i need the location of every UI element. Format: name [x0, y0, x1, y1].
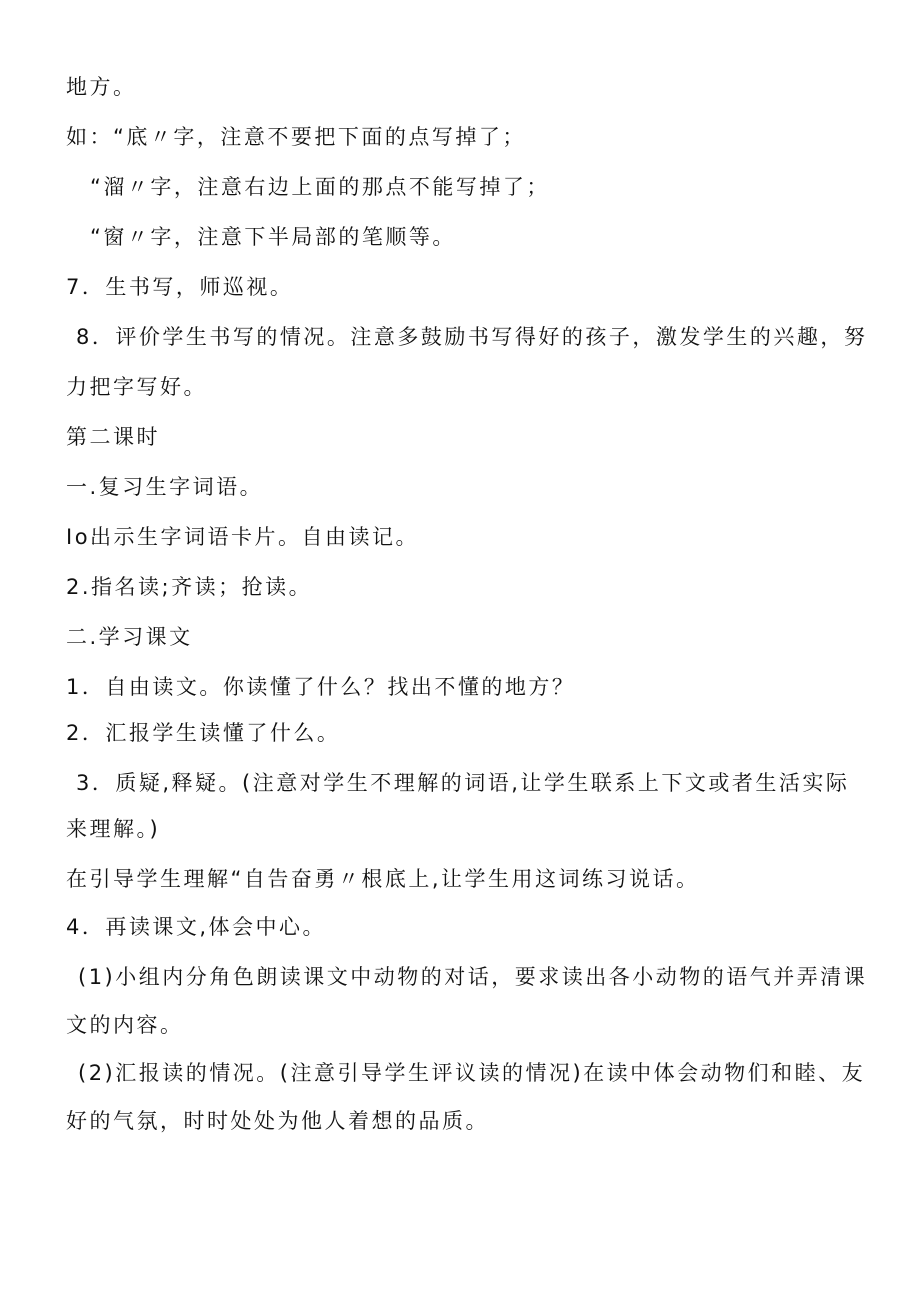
list-item: 8．评价学生书写的情况。注意多鼓励书写得好的孩子，激发学生的兴趣，努 [76, 325, 868, 349]
text-line: 力把字写好。 [66, 375, 207, 399]
list-item: (2)汇报读的情况。(注意引导学生评议读的情况)在读中体会动物们和睦、友 [78, 1061, 866, 1085]
text-line: 文的内容。 [66, 1013, 184, 1037]
list-item: Io出示生字词语卡片。自由读记。 [66, 525, 420, 549]
section-heading: 一.复习生字词语。 [66, 475, 264, 499]
list-item: 4．再读课文,体会中心。 [66, 915, 327, 939]
text-line: 地方。 [66, 75, 137, 99]
text-line: “溜〃字，注意右边上面的那点不能写掉了； [90, 175, 550, 199]
list-item: 3．质疑,释疑。(注意对学生不理解的词语,让学生联系上下文或者生活实际 [76, 771, 850, 795]
text-line: 来理解。) [66, 817, 161, 841]
list-item: 2．汇报学生读懂了什么。 [66, 721, 341, 745]
list-item: (1)小组内分角色朗读课文中动物的对话，要求读出各小动物的语气并弄清课 [78, 965, 868, 989]
section-heading: 第二课时 [66, 425, 160, 449]
text-line: “窗〃字，注意下半局部的笔顺等。 [90, 225, 456, 249]
list-item: 2.指名读;齐读；抢读。 [66, 575, 313, 599]
list-item: 1．自由读文。你读懂了什么？找出不懂的地方？ [66, 675, 576, 699]
text-line: 好的气氛，时时处处为他人着想的品质。 [66, 1109, 489, 1133]
text-line: 在引导学生理解“自告奋勇〃根底上,让学生用这词练习说话。 [66, 867, 700, 891]
section-heading: 二.学习课文 [66, 625, 193, 649]
text-line: 如：“底〃字，注意不要把下面的点写掉了； [66, 125, 526, 149]
list-item: 7．生书写，师巡视。 [66, 275, 294, 299]
